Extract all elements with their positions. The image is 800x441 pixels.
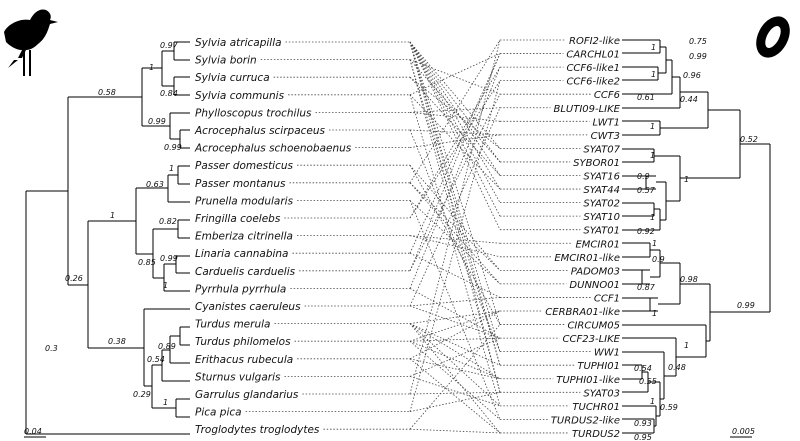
host-support-values (45, 41, 182, 407)
support-label: 0.95 (634, 433, 652, 441)
host-taxon-label: Sylvia communis (195, 89, 285, 102)
support-label: 0.85 (138, 258, 156, 267)
association-link (410, 42, 500, 216)
parasite-lineage-label: CIRCUM05 (567, 320, 620, 332)
association-link (410, 42, 500, 203)
parasite-lineage-labels (545, 36, 620, 440)
support-label: 1 (149, 63, 155, 72)
parasite-lineage-label: SYAT10 (583, 212, 620, 224)
parasite-lineage-label: DUNNO01 (569, 279, 620, 291)
host-taxon-label: Sylvia atricapilla (195, 37, 282, 49)
host-taxon-label: Acrocephalus scirpaceus (195, 125, 325, 137)
support-label: 0.58 (98, 88, 116, 97)
support-label: 1 (684, 175, 690, 184)
parasite-lineage-label: LWT1 (592, 117, 620, 129)
parasite-lineage-label: BLUTI09-LIKE (553, 103, 620, 115)
support-label: 0.44 (680, 95, 698, 104)
support-label: 1 (650, 397, 656, 406)
association-link (410, 60, 500, 366)
support-label: 1 (650, 122, 656, 131)
bird-silhouette-icon (4, 9, 58, 76)
host-taxon-label: Cyanistes caeruleus (195, 301, 301, 313)
host-taxon-label: Emberiza citrinella (195, 230, 293, 243)
parasite-lineage-label: CCF23-LIKE (562, 334, 620, 346)
parasite-lineage-label: SYAT07 (583, 144, 620, 156)
support-label: 0.48 (668, 363, 686, 372)
support-label: 0.54 (147, 355, 165, 364)
association-link (410, 297, 500, 306)
support-label: 1 (110, 211, 116, 220)
association-link (410, 341, 500, 419)
host-taxon-label: Pica pica (195, 406, 242, 419)
support-label: 0.9 (652, 255, 665, 264)
parasite-lineage-label: TUCHR01 (572, 401, 620, 413)
parasite-lineage-label: ROFI2-like (569, 36, 620, 47)
host-tree-branches (24, 42, 190, 437)
host-taxon-label: Prunella modularis (195, 195, 294, 208)
association-link (410, 54, 500, 95)
support-label: 1 (163, 398, 169, 407)
support-label: 1 (684, 341, 690, 350)
parasite-lineage-label: SYAT01 (583, 225, 620, 237)
host-scale-label: 0.04 (24, 427, 42, 436)
host-taxon-label: Fringilla coelebs (195, 213, 281, 225)
support-label: 1 (163, 281, 169, 290)
support-label: 0.93 (634, 419, 652, 428)
parasite-ring-icon (749, 11, 796, 64)
association-link (410, 42, 500, 148)
support-label: 0.92 (637, 227, 655, 236)
parasite-lineage-label: CCF1 (593, 293, 620, 305)
parasite-lineage-label: CCF6-like1 (566, 63, 620, 75)
association-link (410, 392, 500, 411)
association-links (246, 40, 591, 433)
association-link (410, 324, 500, 379)
parasite-lineage-label: PADOM03 (570, 266, 620, 278)
association-link (410, 183, 500, 271)
host-taxon-label: Sturnus vulgaris (195, 371, 281, 384)
association-link (410, 95, 500, 406)
support-label: 0.99 (164, 143, 182, 152)
support-label: 0.52 (740, 135, 758, 144)
parasite-lineage-label: SYAT03 (583, 388, 620, 400)
host-taxon-label: Sylvia curruca (195, 72, 270, 85)
support-label: 0.59 (660, 403, 678, 412)
parasite-lineage-label: SYBOR01 (573, 157, 620, 169)
parasite-lineage-label: CERBRA01-like (545, 307, 620, 318)
parasite-lineage-label: TUPHI01 (577, 361, 620, 373)
support-label: 0.54 (634, 364, 652, 373)
support-label: 0.75 (689, 37, 707, 46)
support-label: 0.55 (639, 377, 657, 386)
support-label: 0.61 (637, 93, 655, 102)
support-label: 0.98 (680, 275, 698, 284)
support-label: 1 (651, 70, 657, 79)
association-link (410, 200, 500, 419)
host-taxon-label: Troglodytes troglodytes (195, 424, 320, 437)
parasite-lineage-label: TURDUS2 (571, 428, 620, 440)
parasite-lineage-label: SYAT02 (583, 198, 620, 210)
association-link (410, 42, 500, 230)
association-link (410, 429, 500, 433)
association-link (410, 311, 500, 341)
host-taxon-label: Erithacus rubecula (195, 353, 294, 366)
support-label: 0.82 (159, 217, 177, 226)
support-label: 0.3 (45, 344, 58, 353)
parasite-support-values (634, 37, 758, 441)
association-link (410, 42, 500, 189)
parasite-lineage-label: WW1 (593, 347, 620, 359)
support-label: 1 (169, 164, 175, 173)
host-taxon-label: Passer domesticus (195, 160, 294, 173)
support-label: 0.84 (160, 89, 178, 98)
support-label: 0.97 (160, 41, 178, 50)
association-link (410, 341, 500, 379)
support-label: 0.99 (148, 117, 166, 126)
parasite-lineage-label: SYAT44 (583, 185, 620, 197)
host-taxon-label: Turdus merula (195, 318, 271, 331)
association-link (410, 94, 500, 271)
host-taxon-label: Linaria cannabina (195, 248, 289, 261)
parasite-lineage-label: CCF6-like2 (566, 76, 620, 88)
parasite-lineage-label: CARCHL01 (566, 49, 620, 61)
association-link (410, 108, 500, 306)
association-link (410, 236, 500, 244)
host-taxon-label: Pyrrhula pyrrhula (195, 283, 287, 296)
support-label: 0.96 (683, 71, 701, 80)
support-label: 0.63 (146, 180, 164, 189)
support-label: 0.38 (108, 337, 126, 346)
parasite-lineage-label: TUPHI01-like (556, 374, 620, 386)
association-link (410, 236, 500, 257)
parasite-lineage-label: CWT3 (590, 130, 620, 142)
support-label: 1 (652, 239, 658, 248)
support-label: 1 (651, 43, 657, 52)
parasite-lineage-label: EMCIR01-like (554, 252, 620, 264)
support-label: 0.99 (737, 301, 755, 310)
support-label: 1 (652, 309, 658, 318)
host-taxon-label: Passer montanus (195, 177, 286, 190)
host-taxon-label: Phylloscopus trochilus (195, 107, 312, 120)
support-label: 0.87 (637, 283, 655, 292)
host-taxon-label: Carduelis carduelis (195, 265, 296, 278)
support-label: 0.57 (637, 186, 655, 195)
parasite-lineage-label: CCF6 (593, 90, 620, 102)
support-label: 0.99 (689, 52, 707, 61)
support-label: 0.99 (160, 254, 178, 263)
association-link (410, 54, 500, 271)
support-label: 0.89 (158, 342, 176, 351)
support-label: 0.9 (637, 172, 650, 181)
parasite-lineage-label: EMCIR01 (575, 239, 620, 251)
support-label: 1 (650, 213, 656, 222)
association-link (410, 359, 500, 379)
host-taxon-label: Garrulus glandarius (195, 389, 299, 401)
association-link (410, 42, 500, 352)
parasite-lineage-label: SYAT16 (583, 171, 620, 183)
support-label: 0.26 (65, 274, 83, 283)
host-taxon-label: Sylvia borin (195, 54, 257, 67)
support-label: 0.29 (133, 390, 151, 399)
support-label: 1 (650, 151, 656, 160)
association-link (410, 359, 500, 433)
host-taxon-label: Turdus philomelos (195, 336, 291, 349)
host-taxon-label: Acrocephalus schoenobaenus (195, 142, 352, 155)
parasite-scale-label: 0.005 (732, 427, 755, 436)
parasite-lineage-label: TURDUS2-like (550, 415, 620, 427)
